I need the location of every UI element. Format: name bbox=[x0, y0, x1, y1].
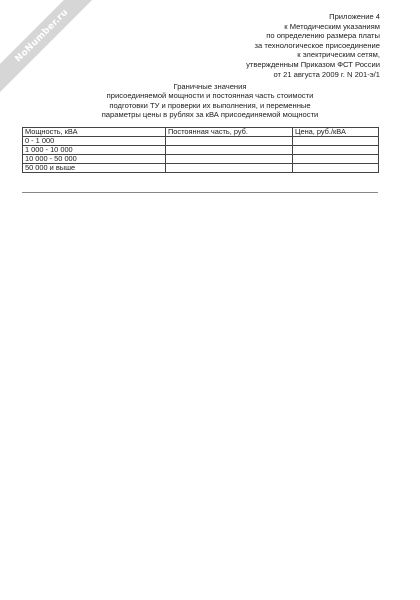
cell-price bbox=[293, 146, 379, 155]
appendix-line: Приложение 4 bbox=[329, 12, 380, 21]
footnote-divider bbox=[22, 192, 378, 193]
appendix-line: к Методическим указаниям bbox=[284, 21, 380, 31]
cell-power: 1 000 - 10 000 bbox=[23, 146, 166, 155]
cell-fixed-part bbox=[166, 155, 293, 164]
appendix-block bbox=[140, 12, 380, 79]
heading-line: Граничные значения bbox=[173, 82, 247, 91]
cell-fixed-part bbox=[166, 146, 293, 155]
table-row bbox=[23, 155, 379, 164]
appendix-line: утвержденным Приказом ФСТ России bbox=[246, 59, 380, 69]
heading-line: присоединяемой мощности и постоянная часть стоимости bbox=[106, 91, 314, 101]
cell-price bbox=[293, 155, 379, 164]
cell-power: 0 - 1 000 bbox=[23, 137, 166, 146]
cell-power: 50 000 и выше bbox=[23, 164, 166, 173]
document-heading bbox=[40, 82, 380, 120]
table-header-row bbox=[23, 128, 379, 137]
heading-line: параметры цены в рублях за кВА присоединяемой мощности bbox=[101, 110, 319, 120]
table-row bbox=[23, 146, 379, 155]
header-power: Мощность, кВА bbox=[23, 128, 166, 137]
cell-price bbox=[293, 164, 379, 173]
heading-line: подготовки ТУ и проверки их выполнения, и переменные bbox=[109, 100, 311, 110]
appendix-line: за технологическое присоединение bbox=[254, 40, 380, 50]
table-row bbox=[23, 164, 379, 173]
table-row bbox=[23, 137, 379, 146]
header-fixed-part: Постоянная часть, руб. bbox=[166, 128, 293, 137]
cell-power: 10 000 - 50 000 bbox=[23, 155, 166, 164]
rates-table bbox=[22, 127, 379, 173]
cell-fixed-part bbox=[166, 137, 293, 146]
appendix-line: к электрическим сетям, bbox=[297, 50, 380, 60]
appendix-line: от 21 августа 2009 г. N 201-э/1 bbox=[273, 69, 380, 79]
appendix-line: по определению размера платы bbox=[266, 31, 380, 41]
watermark-text: NoNumber.ru bbox=[13, 7, 71, 65]
header-price: Цена, руб./кВА bbox=[293, 128, 379, 137]
cell-fixed-part bbox=[166, 164, 293, 173]
cell-price bbox=[293, 137, 379, 146]
